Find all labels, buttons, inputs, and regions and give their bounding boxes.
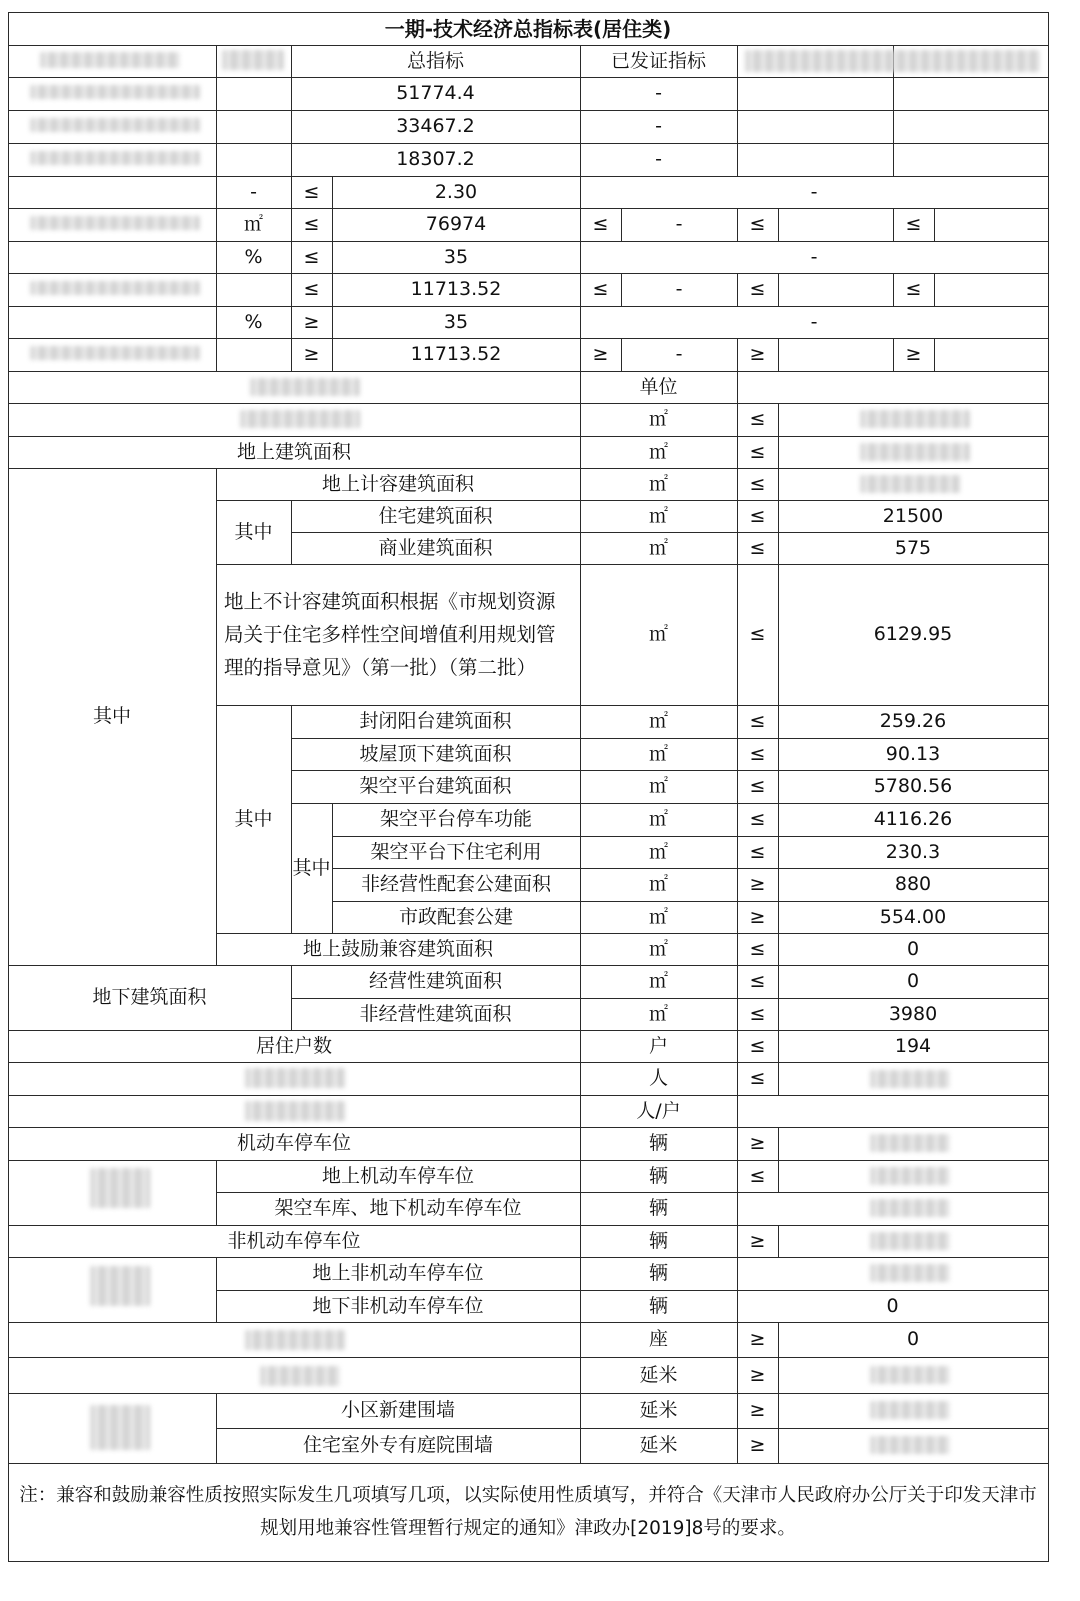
group-label-sub2: 其中 — [234, 807, 273, 830]
municipal-op: ≥ — [749, 905, 766, 928]
r6-rest: - — [810, 245, 818, 268]
r11-op: ≤ — [749, 408, 766, 431]
seat-op: ≥ — [749, 1328, 766, 1351]
r5-op3: ≤ — [749, 213, 766, 236]
people-unit: 人 — [648, 1067, 668, 1090]
redacted-seat — [245, 1330, 345, 1350]
nonmotor-under-unit: 辆 — [648, 1294, 668, 1317]
motor-parking-label: 机动车停车位 — [236, 1132, 351, 1155]
slope-roof-value: 90.13 — [885, 742, 941, 765]
redacted-val-nonmotor-above — [870, 1264, 950, 1282]
redacted-val-motor-under — [870, 1199, 950, 1217]
not-counted-op: ≤ — [749, 623, 766, 646]
r9-op3: ≥ — [749, 343, 766, 366]
r9-op4: ≥ — [905, 343, 922, 366]
redacted-val-nonmotor — [870, 1232, 950, 1250]
ug-nonbusiness-value: 3980 — [888, 1002, 938, 1025]
redacted-parking-left2 — [90, 1266, 150, 1306]
ug-business-label: 经营性建筑面积 — [368, 970, 502, 993]
motor-under-unit: 辆 — [648, 1197, 668, 1220]
municipal-label: 市政配套公建 — [398, 905, 513, 928]
redacted-header-unit — [222, 50, 284, 70]
grid-line — [778, 338, 779, 372]
r9-op: ≥ — [303, 343, 320, 366]
m1-op: ≥ — [749, 1363, 766, 1386]
households-label: 居住户数 — [255, 1034, 332, 1057]
redacted-m1 — [260, 1366, 340, 1386]
redacted-val-r12 — [860, 443, 970, 461]
grid-line — [1048, 12, 1049, 1562]
r7-value: 11713.52 — [410, 278, 502, 301]
grid-line — [934, 208, 935, 242]
stilt-label: 架空平台建筑面积 — [359, 775, 512, 798]
r4-unit: - — [250, 180, 257, 203]
far-counted-op: ≤ — [749, 472, 766, 495]
r3-issued: - — [655, 148, 662, 171]
ug-nonbusiness-label: 非经营性建筑面积 — [359, 1002, 512, 1025]
r9-op2: ≥ — [592, 343, 609, 366]
slope-roof-label: 坡屋顶下建筑面积 — [359, 742, 512, 765]
header-issued: 已发证指标 — [610, 49, 706, 72]
slope-roof-unit: ㎡ — [648, 742, 668, 765]
redacted-parking-left1 — [90, 1168, 150, 1208]
redacted-pop — [245, 1068, 345, 1088]
far-counted-unit: ㎡ — [648, 472, 668, 495]
grid-line — [934, 273, 935, 307]
above-area-op: ≤ — [749, 440, 766, 463]
r7-op4: ≤ — [905, 278, 922, 301]
redacted-val-far — [860, 475, 960, 493]
r5-value: 76974 — [425, 213, 487, 236]
encourage-value: 0 — [906, 937, 920, 960]
not-counted-label: 地上不计容建筑面积根据《市规划资源局关于住宅多样性空间增值利用规划管理的指导意见》（第一批）（第二批） — [224, 590, 556, 679]
r7-op2: ≤ — [592, 278, 609, 301]
redacted-r9 — [30, 346, 200, 360]
residential-op: ≤ — [749, 504, 766, 527]
motor-above-unit: 辆 — [648, 1164, 668, 1187]
municipal-unit: ㎡ — [648, 905, 668, 928]
r2-issued: - — [655, 115, 662, 138]
grid-line — [934, 338, 935, 372]
r5-op: ≤ — [303, 213, 320, 236]
nonmotor-above-unit: 辆 — [648, 1262, 668, 1285]
r8-rest: - — [810, 310, 818, 333]
ug-business-value: 0 — [906, 970, 920, 993]
wall-new-label: 小区新建围墙 — [340, 1399, 455, 1422]
wall-new-op: ≥ — [749, 1399, 766, 1422]
r5-op4: ≤ — [905, 213, 922, 236]
encourage-op: ≤ — [749, 937, 766, 960]
households-value: 194 — [894, 1034, 932, 1057]
nonprofit-label: 非经营性配套公建面积 — [360, 873, 551, 896]
grid-line — [778, 208, 779, 242]
nonmotor-parking-label: 非机动车停车位 — [227, 1229, 361, 1252]
municipal-value: 554.00 — [879, 905, 947, 928]
grid-line — [8, 1357, 1049, 1358]
r7-op: ≤ — [303, 278, 320, 301]
people-op: ≤ — [749, 1067, 766, 1090]
redacted-val-motor — [870, 1134, 950, 1152]
r8-value: 35 — [443, 310, 469, 333]
redacted-m1-val — [870, 1366, 950, 1384]
ug-business-unit: ㎡ — [648, 970, 668, 993]
commercial-unit: ㎡ — [648, 536, 668, 559]
ug-business-op: ≤ — [749, 970, 766, 993]
r7-issued: - — [675, 278, 683, 301]
above-area-label: 地上建筑面积 — [236, 440, 351, 463]
commercial-value: 575 — [894, 536, 932, 559]
r4-rest: - — [810, 180, 818, 203]
wall-yard-unit: 延米 — [639, 1434, 678, 1457]
nonprofit-unit: ㎡ — [648, 873, 668, 896]
seat-unit: 座 — [648, 1328, 668, 1351]
far-counted-label: 地上计容建筑面积 — [321, 472, 474, 495]
stilt-res-value: 230.3 — [885, 840, 941, 863]
footnote: 注：兼容和鼓励兼容性质按照实际发生几项填写几项，以实际使用性质填写，并符合《天津市人民政府办公厅关于印发天津市规划用地兼容性管理暂行规定的通知》津政办[2019]8号的要求。 — [19, 1485, 1037, 1539]
stilt-parking-value: 4116.26 — [873, 808, 953, 831]
r7-op3: ≤ — [749, 278, 766, 301]
r8-unit: % — [244, 310, 263, 333]
stilt-parking-label: 架空平台停车功能 — [379, 808, 532, 831]
r9-value: 11713.52 — [410, 343, 502, 366]
grid-line — [8, 1095, 1049, 1096]
residential-unit: ㎡ — [648, 504, 668, 527]
r5-unit: ㎡ — [243, 213, 263, 236]
slope-roof-op: ≤ — [749, 742, 766, 765]
households-op: ≤ — [749, 1034, 766, 1057]
redacted-r10 — [250, 378, 360, 396]
r6-unit: % — [244, 245, 263, 268]
above-area-unit: ㎡ — [648, 440, 668, 463]
grid-line — [778, 1127, 779, 1193]
encourage-label: 地上鼓励兼容建筑面积 — [302, 937, 493, 960]
wall-yard-op: ≥ — [749, 1434, 766, 1457]
stilt-value: 5780.56 — [873, 775, 953, 798]
r11-unit: ㎡ — [648, 408, 668, 431]
motor-above-op: ≤ — [749, 1164, 766, 1187]
redacted-r7 — [30, 281, 200, 295]
header-unit: 单位 — [639, 375, 678, 398]
nonmotor-under-label: 地下非机动车停车位 — [312, 1294, 484, 1317]
redacted-wall-new-val — [870, 1401, 950, 1419]
r1-value: 51774.4 — [396, 82, 475, 105]
redacted-r3 — [30, 151, 200, 165]
stilt-res-label: 架空平台下住宅利用 — [370, 840, 542, 863]
balcony-unit: ㎡ — [648, 710, 668, 733]
stilt-res-unit: ㎡ — [648, 840, 668, 863]
redacted-r11 — [240, 410, 360, 428]
redacted-val-pop — [870, 1070, 950, 1088]
grid-line — [8, 1062, 1049, 1063]
r5-op2: ≤ — [592, 213, 609, 236]
motor-under-label: 架空车库、地下机动车停车位 — [274, 1197, 522, 1220]
r3-value: 18307.2 — [396, 148, 475, 171]
redacted-r1 — [30, 85, 200, 99]
redacted-val-r11 — [860, 410, 970, 428]
r4-op: ≤ — [303, 180, 320, 203]
wall-new-unit: 延米 — [639, 1399, 678, 1422]
r2-value: 33467.2 — [396, 115, 475, 138]
group-label-sub1: 其中 — [234, 520, 273, 543]
redacted-header-left — [40, 52, 180, 68]
group-label-main: 其中 — [92, 705, 131, 728]
underground-label: 地下建筑面积 — [92, 986, 207, 1009]
grid-line — [737, 45, 738, 177]
commercial-op: ≤ — [749, 536, 766, 559]
wall-yard-label: 住宅室外专有庭院围墙 — [302, 1434, 493, 1457]
r9-issued: - — [675, 343, 683, 366]
stilt-parking-unit: ㎡ — [648, 808, 668, 831]
not-counted-unit: ㎡ — [648, 623, 668, 646]
nonmotor-parking-op: ≥ — [749, 1229, 766, 1252]
header-total: 总指标 — [406, 49, 464, 72]
balcony-value: 259.26 — [879, 710, 947, 733]
motor-parking-unit: 辆 — [648, 1132, 668, 1155]
residential-value: 21500 — [882, 504, 944, 527]
group-label-sub3: 其中 — [292, 856, 331, 879]
nonprofit-op: ≥ — [749, 873, 766, 896]
seat-value: 0 — [906, 1328, 920, 1351]
nonmotor-above-label: 地上非机动车停车位 — [312, 1262, 484, 1285]
per-household-unit: 人/户 — [636, 1099, 681, 1122]
redacted-wall-yard-val — [870, 1436, 950, 1454]
motor-parking-op: ≥ — [749, 1132, 766, 1155]
redacted-per — [245, 1101, 345, 1121]
ug-nonbusiness-op: ≤ — [749, 1002, 766, 1025]
stilt-parking-op: ≤ — [749, 808, 766, 831]
households-unit: 户 — [648, 1034, 668, 1057]
m1-unit: 延米 — [639, 1363, 678, 1386]
table-title: 一期-技术经济总指标表(居住类) — [384, 16, 672, 41]
redacted-wall-left — [90, 1405, 150, 1450]
grid-line — [8, 403, 1049, 404]
r1-issued: - — [655, 82, 662, 105]
r6-op: ≤ — [303, 245, 320, 268]
commercial-label: 商业建筑面积 — [378, 536, 493, 559]
grid-line — [8, 1561, 1049, 1562]
redacted-header-right — [745, 50, 1040, 72]
nonprofit-value: 880 — [894, 873, 932, 896]
motor-above-label: 地上机动车停车位 — [321, 1164, 474, 1187]
balcony-op: ≤ — [749, 710, 766, 733]
not-counted-value: 6129.95 — [873, 623, 953, 646]
grid-line — [778, 1225, 779, 1258]
residential-label: 住宅建筑面积 — [378, 504, 493, 527]
nonmotor-parking-unit: 辆 — [648, 1229, 668, 1252]
balcony-label: 封闭阳台建筑面积 — [359, 710, 512, 733]
stilt-unit: ㎡ — [648, 775, 668, 798]
redacted-val-motor-above — [870, 1167, 950, 1185]
r4-value: 2.30 — [434, 180, 478, 203]
grid-line — [778, 273, 779, 307]
ug-nonbusiness-unit: ㎡ — [648, 1002, 668, 1025]
stilt-res-op: ≤ — [749, 840, 766, 863]
r6-value: 35 — [443, 245, 469, 268]
nonmotor-under-value: 0 — [886, 1294, 899, 1317]
encourage-unit: ㎡ — [648, 937, 668, 960]
r8-op: ≥ — [303, 310, 320, 333]
stilt-op: ≤ — [749, 775, 766, 798]
redacted-r2 — [30, 118, 200, 132]
redacted-r5 — [30, 216, 200, 230]
r5-issued: - — [675, 213, 683, 236]
